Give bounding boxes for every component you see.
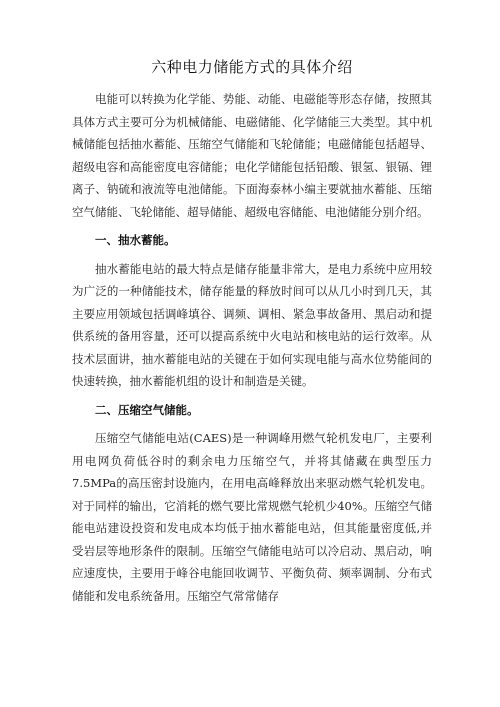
section-body: 抽水蓄能电站的最大特点是储存能量非常大，是电力系统中应用较为广泛的一种储能技术，储存能量的释放时间可以从几小时到几天，其主要应用领域包括调峰填谷、调频、调相、紧急事故备用、黑启动和提供系统的备用容量，还可以提高系统中火电站和核电站的运行效率。从技术层面讲，抽水蓄能电站的关键在于如何实现电能与高水位势能间的快速转换，抽水蓄能机组的设计和制造是关键。 xyxy=(72,261,432,388)
section-pumped-storage xyxy=(72,223,432,393)
section-heading: 二、压缩空气储能。 xyxy=(95,402,199,417)
section-body: 压缩空气储能电站(CAES)是一种调峰用燃气轮机发电厂，主要利用电网负荷低谷时的剩余电力压缩空气，并将其储藏在典型压力7.5MPa的高压密封设施内，在用电高峰释放出来驱动燃气轮机发电。对于同样的输出，它消耗的燃气要比常规燃气轮机少40%。压缩空气储能电站建设投资和发电成本均低于抽水蓄能电站，但其能量密度低,并受岩层等地形条件的限制。压缩空气储能电站可以冷启动、黑启动，响应速度快，主要用于峰谷电能回收调节、平衡负荷、频率调制、分布式储能和发电系统备用。压缩空气常常储存 xyxy=(72,431,432,603)
document-page xyxy=(72,56,432,607)
section-heading: 一、抽水蓄能。 xyxy=(95,233,176,247)
intro-paragraph: 电能可以转换为化学能、势能、动能、电磁能等形态存储，按照其具体方式主要可分为机械储能、电磁储能、化学储能三大类型。其中机械储能包括抽水蓄能、压缩空气储能和飞轮储能；电磁储能包括超导、超级电容和高能密度电容储能；电化学储能包括铅酸、银氢、银镉、锂离子、钠硫和液流等电池储能。下面海泰林小编主要就抽水蓄能、压缩空气储能、飞轮储能、超导储能、超级电容储能、电池储能分别介绍。 xyxy=(72,92,432,219)
document-title: 六种电力储能方式的具体介绍 xyxy=(151,58,353,76)
section-compressed-air xyxy=(72,393,432,608)
